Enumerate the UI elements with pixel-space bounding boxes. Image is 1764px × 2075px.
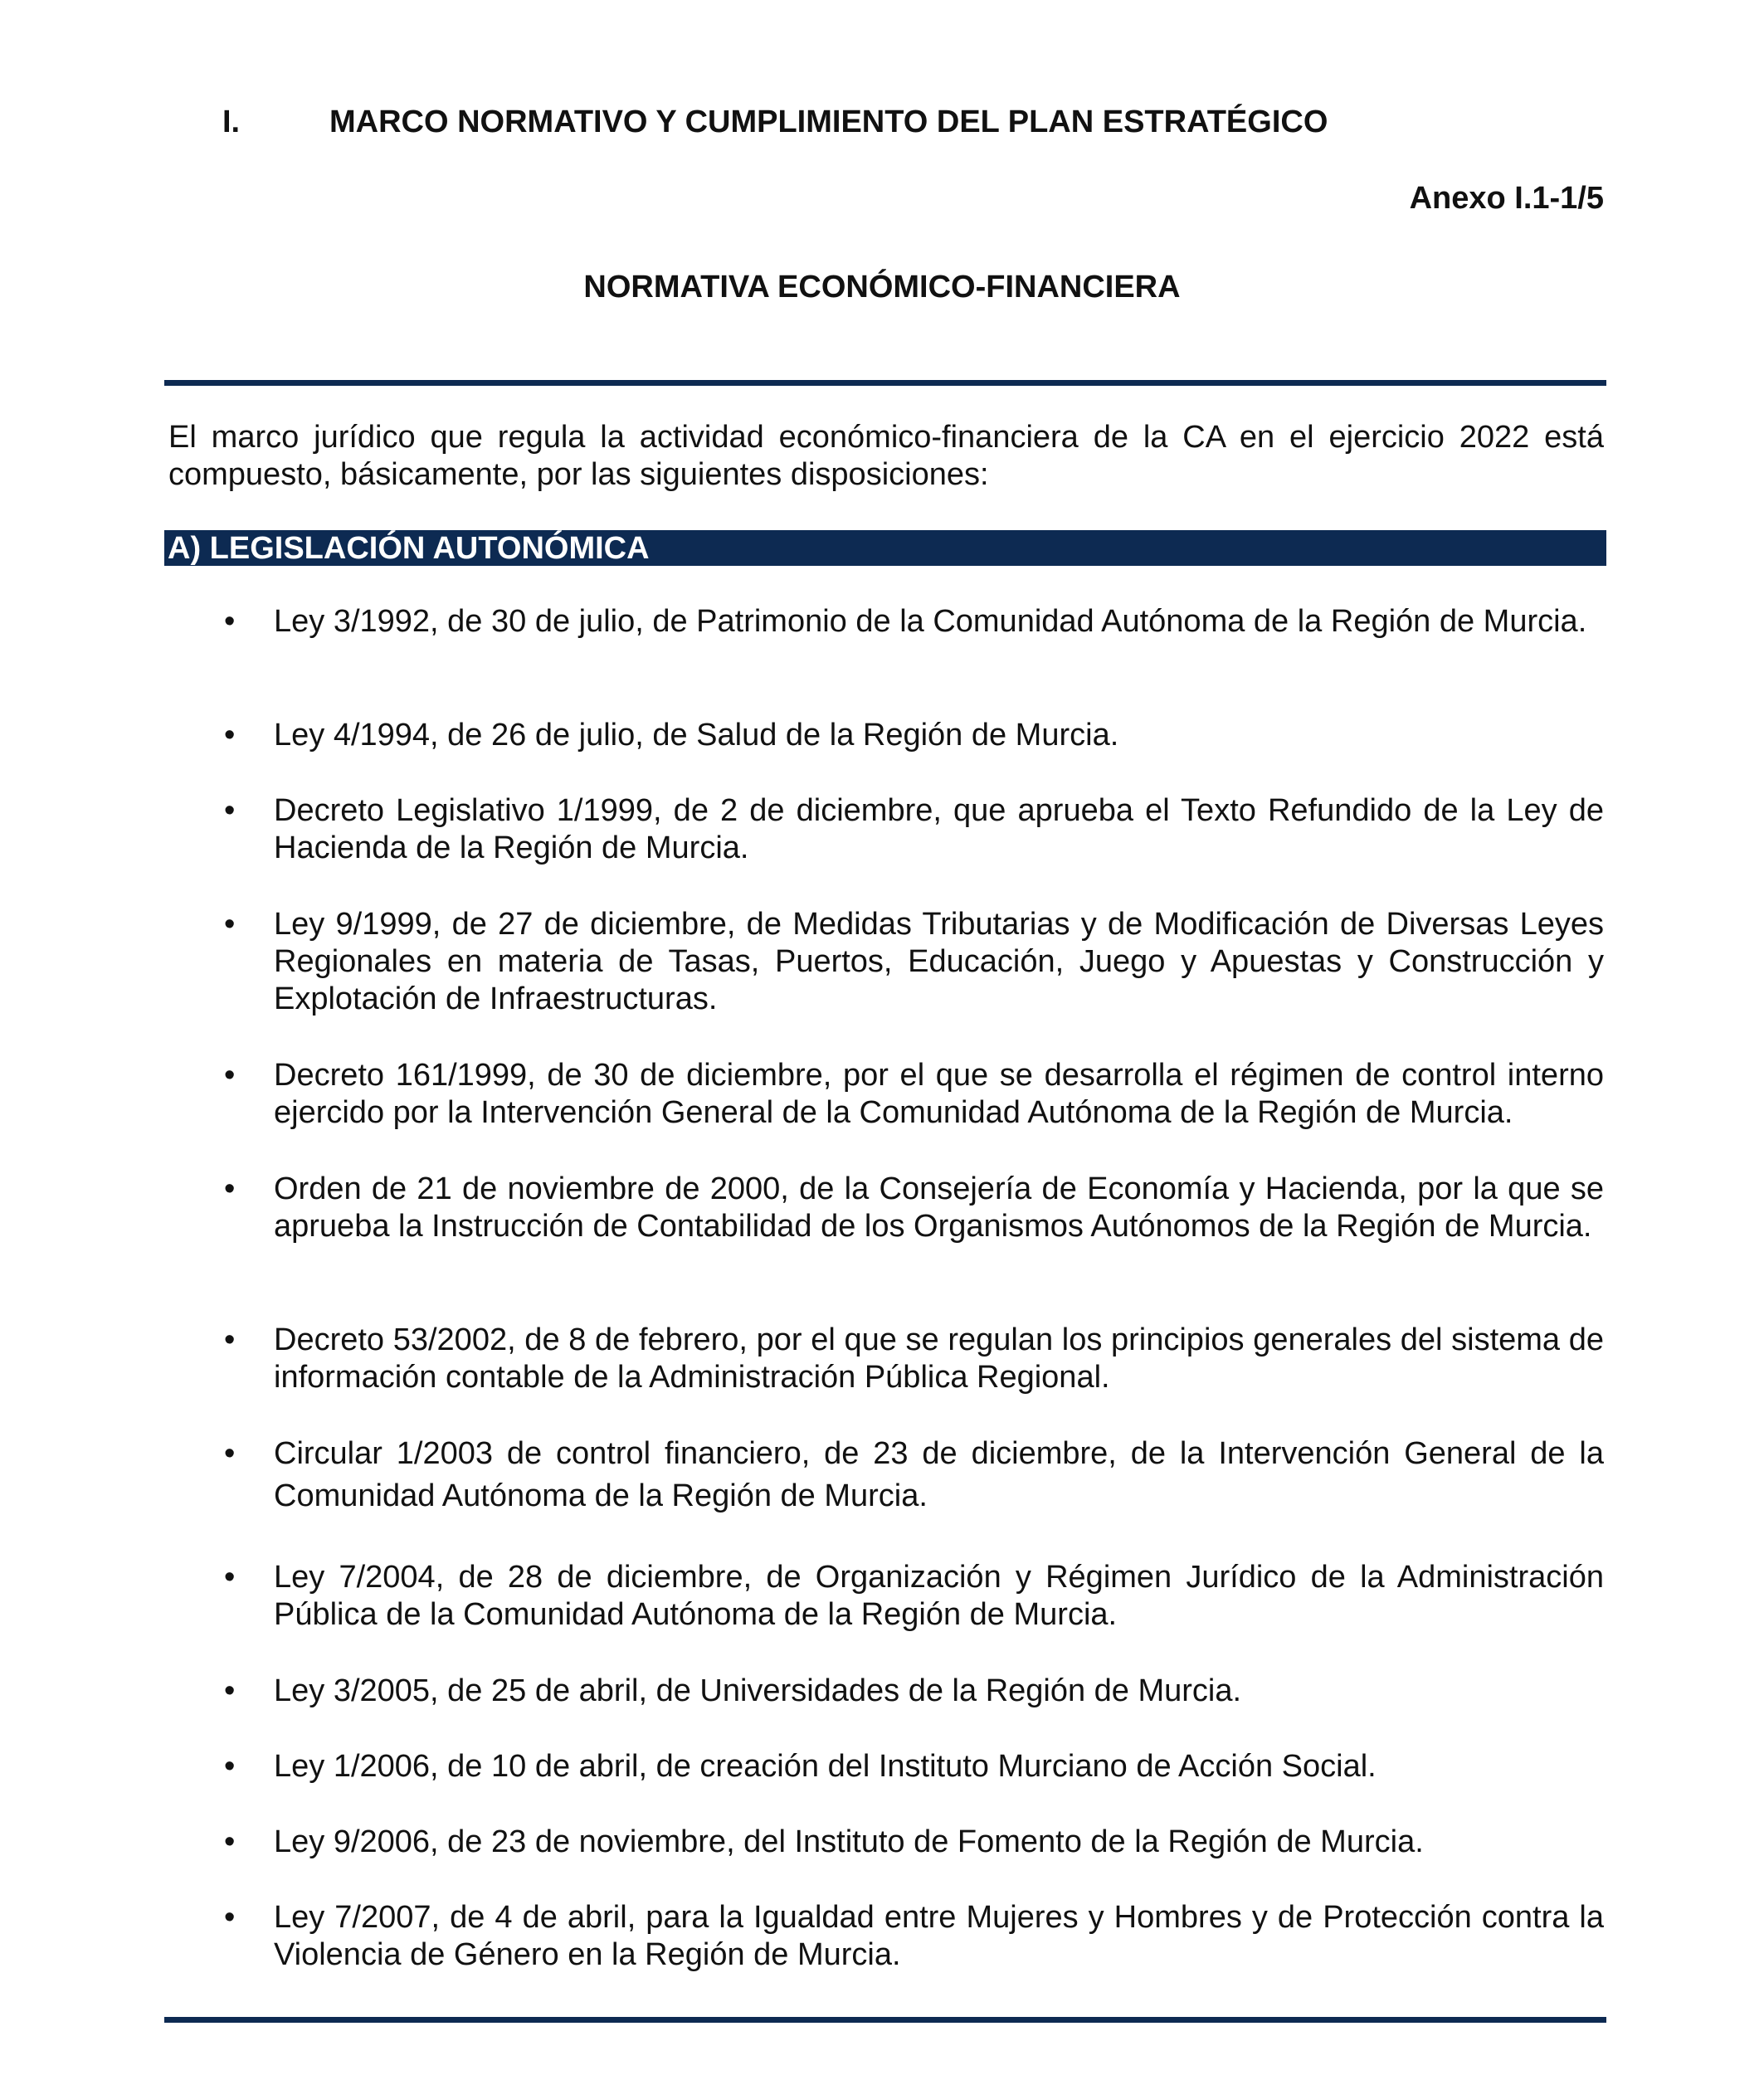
list-item — [224, 906, 1604, 1018]
list-item-text: Ley 7/2007, de 4 de abril, para la Igualdad entre Mujeres y Hombres y de Protección contra la Violencia de Género en la Región de Murcia. — [274, 1900, 1604, 1972]
bullet-icon: • — [224, 1824, 236, 1859]
bullet-icon: • — [224, 1673, 236, 1708]
list-item — [224, 1171, 1604, 1245]
list-item — [224, 1322, 1604, 1396]
list-item — [224, 1673, 1604, 1710]
list-item-text: Ley 9/2006, de 23 de noviembre, del Instituto de Fomento de la Región de Murcia. — [274, 1824, 1424, 1859]
bullet-icon: • — [224, 1171, 236, 1206]
list-item — [224, 717, 1604, 754]
list-item-text: Circular 1/2003 de control financiero, de 23 de diciembre, de la Intervención General de la Comunidad Autónoma de la Región de Murcia. — [274, 1436, 1604, 1513]
list-item — [224, 1824, 1604, 1861]
list-item-text: Decreto 53/2002, de 8 de febrero, por el que se regulan los principios generales del sistema de información contable de la Administración Pública Regional. — [274, 1322, 1604, 1395]
bullet-icon: • — [224, 1749, 236, 1784]
top-divider — [164, 380, 1606, 386]
list-item-text: Decreto Legislativo 1/1999, de 2 de diciembre, que aprueba el Texto Refundido de la Ley de Hacienda de la Región de Murcia. — [274, 793, 1604, 865]
list-item-text: Ley 3/1992, de 30 de julio, de Patrimonio de la Comunidad Autónoma de la Región de Murcia. — [274, 604, 1587, 639]
bullet-icon: • — [224, 1560, 236, 1595]
list-item-text: Ley 3/2005, de 25 de abril, de Universidades de la Región de Murcia. — [274, 1673, 1242, 1708]
list-item-text: Ley 1/2006, de 10 de abril, de creación del Instituto Murciano de Acción Social. — [274, 1749, 1377, 1784]
section-number: I. — [222, 105, 241, 139]
list-item-text: Orden de 21 de noviembre de 2000, de la Consejería de Economía y Hacienda, por la que se aprueba la Instrucción de Contabilidad de los Organismos Autónomos de la Región de Murcia. — [274, 1171, 1604, 1244]
list-item — [224, 792, 1604, 867]
bullet-icon: • — [224, 793, 236, 828]
section-header — [222, 105, 1328, 140]
bullet-icon: • — [224, 604, 236, 639]
bottom-divider — [164, 2017, 1606, 2023]
subsection-heading: A) LEGISLACIÓN AUTONÓMICA — [164, 530, 1606, 566]
bullet-icon: • — [224, 907, 236, 942]
bullet-icon: • — [224, 1322, 236, 1357]
list-item — [224, 1899, 1604, 1974]
list-item-text: Ley 4/1994, de 26 de julio, de Salud de la Región de Murcia. — [274, 718, 1119, 753]
list-item-text: Ley 7/2004, de 28 de diciembre, de Organización y Régimen Jurídico de la Administración Pública de la Comunidad Autónoma de la Región de Murcia. — [274, 1560, 1604, 1632]
list-item — [224, 1057, 1604, 1132]
bullet-icon: • — [224, 718, 236, 753]
list-item — [224, 1748, 1604, 1785]
annex-label: Anexo I.1-1/5 — [1409, 181, 1604, 216]
list-item — [224, 603, 1604, 641]
list-item — [224, 1559, 1604, 1634]
list-item — [224, 1433, 1604, 1517]
document-title: NORMATIVA ECONÓMICO-FINANCIERA — [583, 270, 1181, 304]
section-title: MARCO NORMATIVO Y CUMPLIMIENTO DEL PLAN ESTRATÉGICO — [329, 105, 1328, 139]
bullet-icon: • — [224, 1436, 236, 1471]
bullet-icon: • — [224, 1900, 236, 1935]
intro-paragraph: El marco jurídico que regula la actividad económico-financiera de la CA en el ejercicio 2022 está compuesto, básicamente, por las siguientes disposiciones: — [168, 420, 1604, 492]
list-item-text: Decreto 161/1999, de 30 de diciembre, por el que se desarrolla el régimen de control interno ejercido por la Intervención General de la Comunidad Autónoma de la Región de Murcia. — [274, 1058, 1604, 1130]
bullet-icon: • — [224, 1058, 236, 1093]
list-item-text: Ley 9/1999, de 27 de diciembre, de Medidas Tributarias y de Modificación de Diversas Leyes Regionales en materia de Tasas, Puertos, Educación, Juego y Apuestas y Construcción y Explotación de Infraestructuras. — [274, 907, 1604, 1016]
